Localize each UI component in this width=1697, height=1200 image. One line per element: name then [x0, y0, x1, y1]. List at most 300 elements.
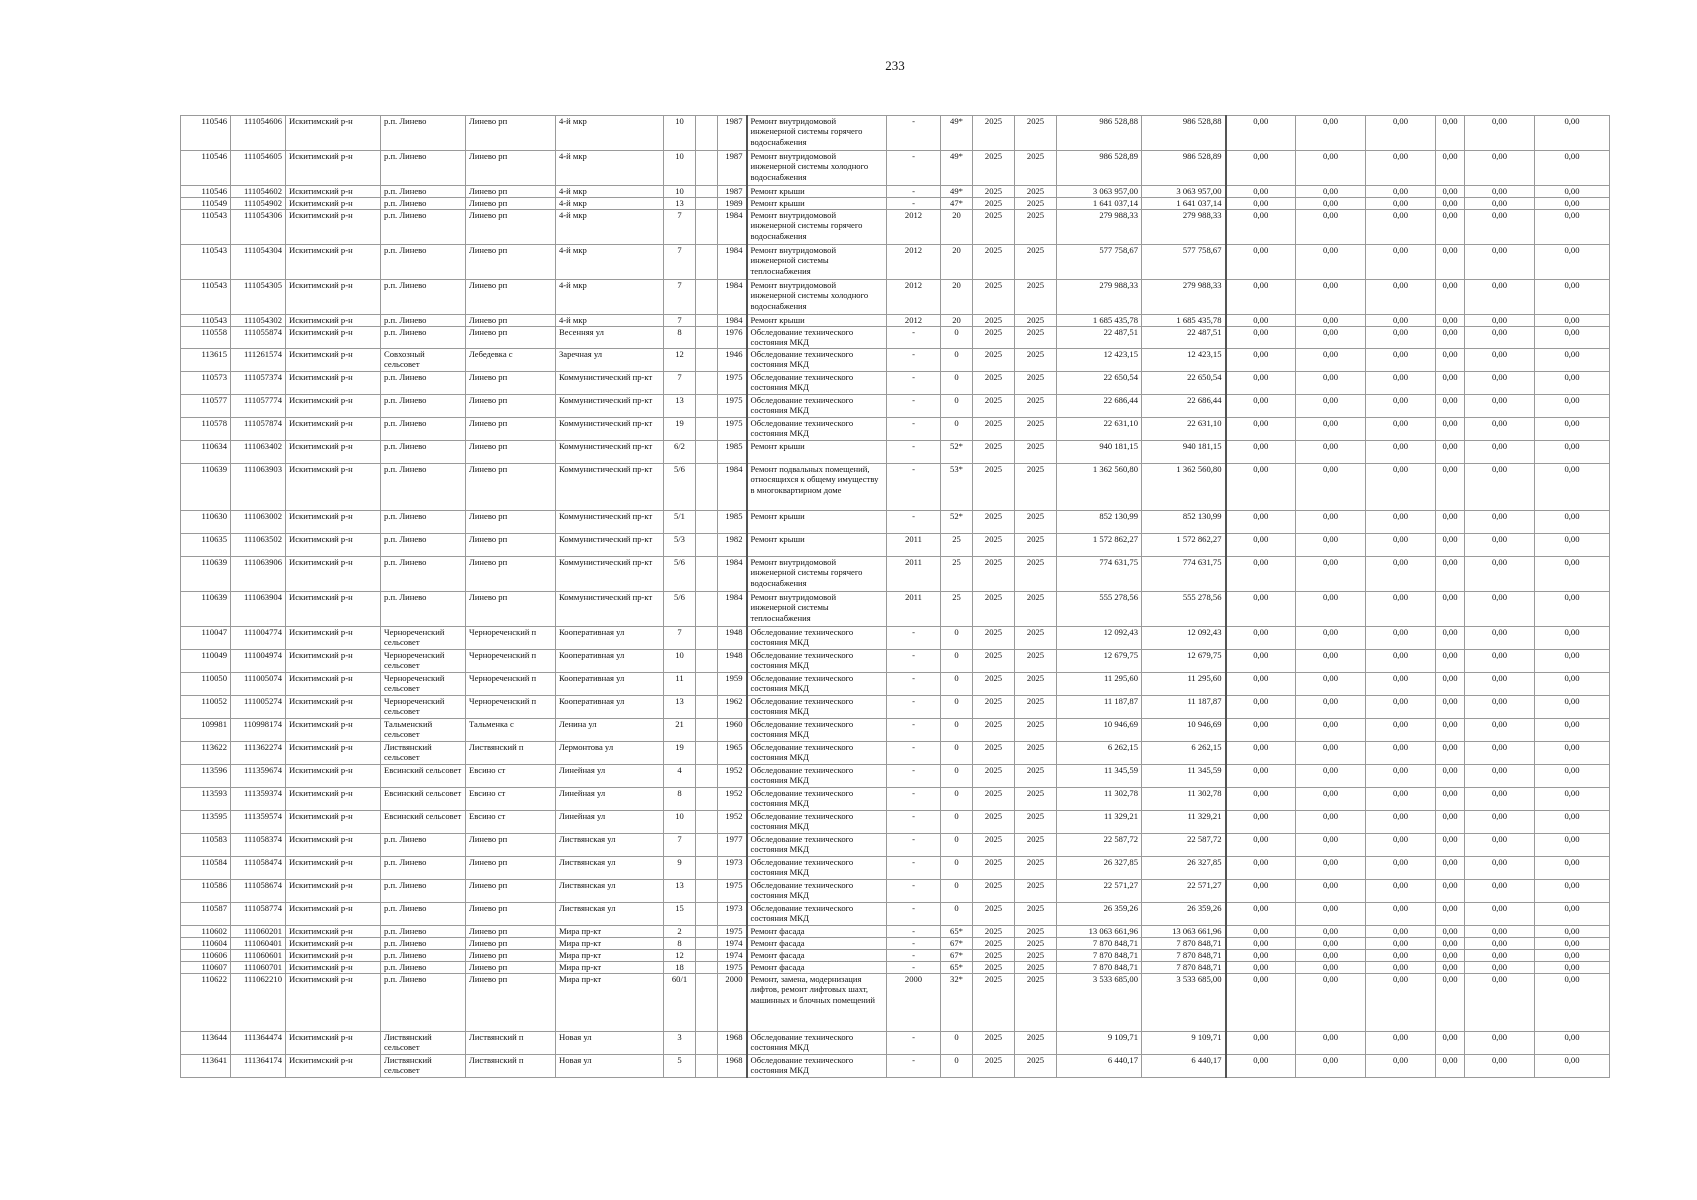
cell-other-sources: 0,00	[1465, 592, 1535, 627]
cell-reserve: 0,00	[1535, 372, 1610, 395]
cell-wear: 0	[941, 834, 973, 857]
cell-district: Искитимский р-н	[286, 788, 381, 811]
cell-municipality: р.п. Линево	[381, 198, 466, 210]
cell-street: Мира пр-кт	[556, 974, 664, 1032]
cell-reserve: 0,00	[1535, 441, 1610, 464]
table-row	[181, 938, 1610, 950]
cell-plan-year-start: 2025	[973, 116, 1015, 151]
cell-reserve: 0,00	[1535, 950, 1610, 962]
cell-federal-funds: 0,00	[1226, 327, 1296, 349]
cell-work-id: 111063502	[231, 534, 286, 557]
cell-owners-share: 0,00	[1436, 765, 1465, 788]
cell-plan-year-start: 2025	[973, 1055, 1015, 1078]
cell-regional-fund: 12 092,43	[1142, 627, 1226, 650]
cell-street: Коммунистический пр-кт	[556, 418, 664, 441]
cell-plan-year-end: 2025	[1015, 903, 1057, 926]
cell-owners-share: 0,00	[1436, 719, 1465, 742]
cell-object-id: 110546	[181, 186, 231, 198]
cell-owners-share: 0,00	[1436, 1055, 1465, 1078]
cell-owners-share: 0,00	[1436, 441, 1465, 464]
cell-last-repair-year: -	[887, 650, 941, 673]
cell-build-year: 1975	[718, 418, 747, 441]
cell-federal-funds: 0,00	[1226, 696, 1296, 719]
cell-street: Коммунистический пр-кт	[556, 395, 664, 418]
cell-wear: 65*	[941, 962, 973, 974]
cell-last-repair-year: -	[887, 395, 941, 418]
table-row	[181, 962, 1610, 974]
table-row	[181, 811, 1610, 834]
cell-regional-fund: 1 685 435,78	[1142, 315, 1226, 327]
cell-owners-share: 0,00	[1436, 696, 1465, 719]
cell-owners-share: 0,00	[1436, 557, 1465, 592]
cell-regional-budget: 0,00	[1296, 1032, 1366, 1055]
cell-regional-fund: 22 587,72	[1142, 834, 1226, 857]
cell-other-sources: 0,00	[1465, 742, 1535, 765]
cell-build-year: 1984	[718, 592, 747, 627]
cell-building	[696, 245, 718, 280]
cell-regional-budget: 0,00	[1296, 627, 1366, 650]
cell-plan-year-start: 2025	[973, 974, 1015, 1032]
cell-federal-funds: 0,00	[1226, 857, 1296, 880]
cell-build-year: 1987	[718, 116, 747, 151]
cell-owners-share: 0,00	[1436, 650, 1465, 673]
table-row	[181, 349, 1610, 372]
cell-building	[696, 938, 718, 950]
cell-street: Линейная ул	[556, 788, 664, 811]
cell-building	[696, 834, 718, 857]
cell-regional-fund: 11 329,21	[1142, 811, 1226, 834]
cell-last-repair-year: -	[887, 116, 941, 151]
cell-build-year: 1974	[718, 950, 747, 962]
cell-work-type: Ремонт крыши	[747, 198, 887, 210]
cell-wear: 0	[941, 811, 973, 834]
cell-district: Искитимский р-н	[286, 198, 381, 210]
cell-other-sources: 0,00	[1465, 534, 1535, 557]
cell-last-repair-year: -	[887, 198, 941, 210]
cell-owners-share: 0,00	[1436, 327, 1465, 349]
cell-regional-fund: 3 533 685,00	[1142, 974, 1226, 1032]
cell-work-type: Ремонт крыши	[747, 441, 887, 464]
cell-regional-fund: 22 571,27	[1142, 880, 1226, 903]
cell-municipality: р.п. Линево	[381, 327, 466, 349]
cell-build-year: 1952	[718, 811, 747, 834]
cell-federal-funds: 0,00	[1226, 557, 1296, 592]
cell-plan-year-end: 2025	[1015, 1032, 1057, 1055]
cell-street: Листвянская ул	[556, 903, 664, 926]
cell-district: Искитимский р-н	[286, 511, 381, 534]
cell-settlement: Линево рп	[466, 395, 556, 418]
cell-build-year: 1985	[718, 441, 747, 464]
cell-last-repair-year: -	[887, 950, 941, 962]
cell-total-cost: 22 650,54	[1057, 372, 1142, 395]
cell-owners-share: 0,00	[1436, 974, 1465, 1032]
cell-settlement: Чернореченский п	[466, 673, 556, 696]
cell-owners-share: 0,00	[1436, 811, 1465, 834]
cell-work-type: Ремонт фасада	[747, 962, 887, 974]
cell-object-id: 110584	[181, 857, 231, 880]
cell-plan-year-end: 2025	[1015, 696, 1057, 719]
cell-federal-funds: 0,00	[1226, 315, 1296, 327]
cell-plan-year-start: 2025	[973, 742, 1015, 765]
cell-municipality: Листвянский сельсовет	[381, 742, 466, 765]
cell-build-year: 1977	[718, 834, 747, 857]
cell-regional-budget: 0,00	[1296, 788, 1366, 811]
cell-local-budget: 0,00	[1366, 557, 1436, 592]
cell-object-id: 110546	[181, 116, 231, 151]
cell-object-id: 110543	[181, 315, 231, 327]
cell-municipality: р.п. Линево	[381, 926, 466, 938]
table-row	[181, 719, 1610, 742]
cell-other-sources: 0,00	[1465, 372, 1535, 395]
cell-federal-funds: 0,00	[1226, 962, 1296, 974]
table-row	[181, 903, 1610, 926]
cell-building	[696, 327, 718, 349]
cell-build-year: 1984	[718, 245, 747, 280]
cell-local-budget: 0,00	[1366, 880, 1436, 903]
cell-plan-year-start: 2025	[973, 280, 1015, 315]
cell-work-id: 111057874	[231, 418, 286, 441]
cell-local-budget: 0,00	[1366, 441, 1436, 464]
cell-reserve: 0,00	[1535, 198, 1610, 210]
cell-plan-year-end: 2025	[1015, 327, 1057, 349]
cell-settlement: Линево рп	[466, 880, 556, 903]
cell-regional-fund: 279 988,33	[1142, 280, 1226, 315]
cell-regional-budget: 0,00	[1296, 464, 1366, 511]
cell-federal-funds: 0,00	[1226, 198, 1296, 210]
cell-regional-fund: 1 641 037,14	[1142, 198, 1226, 210]
cell-other-sources: 0,00	[1465, 962, 1535, 974]
cell-total-cost: 22 571,27	[1057, 880, 1142, 903]
cell-settlement: Линево рп	[466, 245, 556, 280]
cell-work-id: 111058474	[231, 857, 286, 880]
cell-district: Искитимский р-н	[286, 327, 381, 349]
cell-reserve: 0,00	[1535, 395, 1610, 418]
cell-regional-fund: 555 278,56	[1142, 592, 1226, 627]
cell-building	[696, 372, 718, 395]
cell-other-sources: 0,00	[1465, 151, 1535, 186]
cell-wear: 0	[941, 880, 973, 903]
cell-building	[696, 719, 718, 742]
cell-wear: 0	[941, 349, 973, 372]
cell-work-id: 111060701	[231, 962, 286, 974]
cell-district: Искитимский р-н	[286, 464, 381, 511]
table-row	[181, 627, 1610, 650]
cell-regional-budget: 0,00	[1296, 315, 1366, 327]
cell-owners-share: 0,00	[1436, 903, 1465, 926]
cell-reserve: 0,00	[1535, 280, 1610, 315]
cell-street: Кооперативная ул	[556, 673, 664, 696]
cell-district: Искитимский р-н	[286, 245, 381, 280]
cell-house-number: 18	[664, 962, 696, 974]
cell-local-budget: 0,00	[1366, 696, 1436, 719]
cell-regional-fund: 986 528,89	[1142, 151, 1226, 186]
cell-total-cost: 986 528,89	[1057, 151, 1142, 186]
cell-regional-fund: 9 109,71	[1142, 1032, 1226, 1055]
cell-plan-year-start: 2025	[973, 534, 1015, 557]
cell-regional-budget: 0,00	[1296, 950, 1366, 962]
cell-plan-year-start: 2025	[973, 962, 1015, 974]
cell-build-year: 1959	[718, 673, 747, 696]
cell-local-budget: 0,00	[1366, 765, 1436, 788]
cell-district: Искитимский р-н	[286, 926, 381, 938]
cell-object-id: 110607	[181, 962, 231, 974]
cell-settlement: Листвянский п	[466, 1055, 556, 1078]
cell-reserve: 0,00	[1535, 1055, 1610, 1078]
cell-regional-budget: 0,00	[1296, 811, 1366, 834]
cell-last-repair-year: 2012	[887, 245, 941, 280]
cell-plan-year-start: 2025	[973, 186, 1015, 198]
cell-street: Заречная ул	[556, 349, 664, 372]
cell-local-budget: 0,00	[1366, 627, 1436, 650]
cell-total-cost: 986 528,88	[1057, 116, 1142, 151]
cell-municipality: Листвянский сельсовет	[381, 1055, 466, 1078]
cell-build-year: 1973	[718, 903, 747, 926]
cell-regional-budget: 0,00	[1296, 280, 1366, 315]
cell-regional-budget: 0,00	[1296, 198, 1366, 210]
cell-object-id: 113644	[181, 1032, 231, 1055]
cell-total-cost: 12 423,15	[1057, 349, 1142, 372]
cell-last-repair-year: -	[887, 765, 941, 788]
cell-work-id: 111063903	[231, 464, 286, 511]
cell-work-type: Ремонт внутридомовой инженерной системы холодного водоснабжения	[747, 280, 887, 315]
cell-build-year: 1968	[718, 1032, 747, 1055]
cell-plan-year-start: 2025	[973, 315, 1015, 327]
cell-federal-funds: 0,00	[1226, 116, 1296, 151]
cell-street: Листвянская ул	[556, 880, 664, 903]
cell-building	[696, 950, 718, 962]
cell-building	[696, 1055, 718, 1078]
cell-building	[696, 788, 718, 811]
cell-work-type: Ремонт внутридомовой инженерной системы горячего водоснабжения	[747, 557, 887, 592]
cell-local-budget: 0,00	[1366, 151, 1436, 186]
cell-other-sources: 0,00	[1465, 926, 1535, 938]
cell-work-id: 111362274	[231, 742, 286, 765]
cell-street: Листвянская ул	[556, 834, 664, 857]
cell-municipality: р.п. Линево	[381, 186, 466, 198]
table-row	[181, 696, 1610, 719]
cell-local-budget: 0,00	[1366, 834, 1436, 857]
cell-last-repair-year: -	[887, 372, 941, 395]
cell-federal-funds: 0,00	[1226, 627, 1296, 650]
cell-work-id: 111364174	[231, 1055, 286, 1078]
cell-object-id: 110635	[181, 534, 231, 557]
cell-federal-funds: 0,00	[1226, 742, 1296, 765]
cell-reserve: 0,00	[1535, 962, 1610, 974]
cell-build-year: 1985	[718, 511, 747, 534]
cell-regional-fund: 13 063 661,96	[1142, 926, 1226, 938]
cell-local-budget: 0,00	[1366, 327, 1436, 349]
cell-street: 4-й мкр	[556, 245, 664, 280]
table-row	[181, 1055, 1610, 1078]
cell-local-budget: 0,00	[1366, 938, 1436, 950]
cell-work-id: 111005074	[231, 673, 286, 696]
cell-house-number: 8	[664, 788, 696, 811]
cell-work-id: 111055874	[231, 327, 286, 349]
cell-district: Искитимский р-н	[286, 765, 381, 788]
table-row	[181, 198, 1610, 210]
cell-municipality: р.п. Линево	[381, 962, 466, 974]
cell-plan-year-end: 2025	[1015, 834, 1057, 857]
cell-municipality: Евсинский сельсовет	[381, 765, 466, 788]
cell-reserve: 0,00	[1535, 627, 1610, 650]
cell-plan-year-end: 2025	[1015, 534, 1057, 557]
cell-work-type: Ремонт внутридомовой инженерной системы теплоснабжения	[747, 592, 887, 627]
cell-municipality: р.п. Линево	[381, 280, 466, 315]
cell-last-repair-year: -	[887, 673, 941, 696]
cell-owners-share: 0,00	[1436, 372, 1465, 395]
cell-settlement: Линево рп	[466, 557, 556, 592]
cell-federal-funds: 0,00	[1226, 418, 1296, 441]
cell-federal-funds: 0,00	[1226, 592, 1296, 627]
cell-work-type: Обследование технического состояния МКД	[747, 719, 887, 742]
cell-plan-year-start: 2025	[973, 834, 1015, 857]
cell-house-number: 10	[664, 650, 696, 673]
cell-regional-budget: 0,00	[1296, 696, 1366, 719]
cell-plan-year-end: 2025	[1015, 880, 1057, 903]
cell-reserve: 0,00	[1535, 719, 1610, 742]
table-row	[181, 880, 1610, 903]
cell-wear: 0	[941, 372, 973, 395]
cell-municipality: р.п. Линево	[381, 372, 466, 395]
cell-federal-funds: 0,00	[1226, 186, 1296, 198]
cell-house-number: 13	[664, 880, 696, 903]
cell-wear: 0	[941, 650, 973, 673]
cell-regional-budget: 0,00	[1296, 395, 1366, 418]
cell-plan-year-start: 2025	[973, 788, 1015, 811]
cell-build-year: 1952	[718, 788, 747, 811]
cell-municipality: Евсинский сельсовет	[381, 811, 466, 834]
cell-regional-fund: 7 870 848,71	[1142, 938, 1226, 950]
cell-regional-budget: 0,00	[1296, 938, 1366, 950]
cell-plan-year-end: 2025	[1015, 962, 1057, 974]
table-row	[181, 534, 1610, 557]
cell-street: Коммунистический пр-кт	[556, 557, 664, 592]
cell-total-cost: 555 278,56	[1057, 592, 1142, 627]
cell-plan-year-end: 2025	[1015, 210, 1057, 245]
cell-total-cost: 11 295,60	[1057, 673, 1142, 696]
table-row	[181, 765, 1610, 788]
cell-other-sources: 0,00	[1465, 1032, 1535, 1055]
cell-regional-budget: 0,00	[1296, 1055, 1366, 1078]
cell-work-type: Обследование технического состояния МКД	[747, 765, 887, 788]
cell-regional-budget: 0,00	[1296, 880, 1366, 903]
cell-building	[696, 116, 718, 151]
cell-settlement: Линево рп	[466, 950, 556, 962]
cell-district: Искитимский р-н	[286, 395, 381, 418]
cell-work-type: Ремонт крыши	[747, 511, 887, 534]
cell-wear: 20	[941, 245, 973, 280]
cell-house-number: 12	[664, 950, 696, 962]
cell-local-budget: 0,00	[1366, 116, 1436, 151]
cell-regional-budget: 0,00	[1296, 719, 1366, 742]
cell-regional-budget: 0,00	[1296, 349, 1366, 372]
cell-reserve: 0,00	[1535, 116, 1610, 151]
cell-settlement: Линево рп	[466, 938, 556, 950]
cell-house-number: 8	[664, 327, 696, 349]
cell-settlement: Линево рп	[466, 974, 556, 1032]
cell-work-id: 111063002	[231, 511, 286, 534]
cell-wear: 0	[941, 903, 973, 926]
cell-street: Лермонтова ул	[556, 742, 664, 765]
cell-building	[696, 857, 718, 880]
cell-settlement: Линево рп	[466, 372, 556, 395]
cell-district: Искитимский р-н	[286, 1055, 381, 1078]
cell-build-year: 1975	[718, 395, 747, 418]
cell-plan-year-start: 2025	[973, 1032, 1015, 1055]
cell-reserve: 0,00	[1535, 974, 1610, 1032]
cell-plan-year-start: 2025	[973, 765, 1015, 788]
cell-work-id: 111004974	[231, 650, 286, 673]
cell-other-sources: 0,00	[1465, 696, 1535, 719]
cell-owners-share: 0,00	[1436, 926, 1465, 938]
table-row	[181, 441, 1610, 464]
cell-owners-share: 0,00	[1436, 395, 1465, 418]
cell-district: Искитимский р-н	[286, 696, 381, 719]
cell-regional-budget: 0,00	[1296, 186, 1366, 198]
cell-house-number: 10	[664, 116, 696, 151]
cell-reserve: 0,00	[1535, 938, 1610, 950]
cell-build-year: 1948	[718, 650, 747, 673]
cell-plan-year-end: 2025	[1015, 418, 1057, 441]
cell-reserve: 0,00	[1535, 673, 1610, 696]
cell-owners-share: 0,00	[1436, 950, 1465, 962]
cell-regional-budget: 0,00	[1296, 673, 1366, 696]
cell-work-id: 110998174	[231, 719, 286, 742]
cell-federal-funds: 0,00	[1226, 395, 1296, 418]
cell-district: Искитимский р-н	[286, 210, 381, 245]
cell-house-number: 5/6	[664, 464, 696, 511]
cell-settlement: Линево рп	[466, 903, 556, 926]
cell-other-sources: 0,00	[1465, 280, 1535, 315]
cell-municipality: р.п. Линево	[381, 464, 466, 511]
cell-owners-share: 0,00	[1436, 151, 1465, 186]
cell-work-type: Обследование технического состояния МКД	[747, 857, 887, 880]
cell-local-budget: 0,00	[1366, 950, 1436, 962]
cell-object-id: 110586	[181, 880, 231, 903]
cell-municipality: р.п. Линево	[381, 245, 466, 280]
cell-house-number: 7	[664, 627, 696, 650]
cell-settlement: Евсино ст	[466, 765, 556, 788]
cell-reserve: 0,00	[1535, 650, 1610, 673]
cell-wear: 52*	[941, 511, 973, 534]
cell-settlement: Чернореченский п	[466, 650, 556, 673]
cell-work-id: 111054602	[231, 186, 286, 198]
cell-house-number: 6/2	[664, 441, 696, 464]
cell-plan-year-start: 2025	[973, 592, 1015, 627]
cell-street: 4-й мкр	[556, 315, 664, 327]
cell-settlement: Линево рп	[466, 418, 556, 441]
cell-reserve: 0,00	[1535, 765, 1610, 788]
cell-work-type: Ремонт внутридомовой инженерной системы горячего водоснабжения	[747, 116, 887, 151]
cell-owners-share: 0,00	[1436, 673, 1465, 696]
cell-other-sources: 0,00	[1465, 210, 1535, 245]
cell-regional-budget: 0,00	[1296, 327, 1366, 349]
cell-work-type: Обследование технического состояния МКД	[747, 395, 887, 418]
cell-building	[696, 186, 718, 198]
cell-regional-budget: 0,00	[1296, 441, 1366, 464]
cell-object-id: 110606	[181, 950, 231, 962]
cell-street: Ленина ул	[556, 719, 664, 742]
cell-object-id: 110558	[181, 327, 231, 349]
cell-local-budget: 0,00	[1366, 511, 1436, 534]
cell-plan-year-end: 2025	[1015, 349, 1057, 372]
cell-house-number: 13	[664, 696, 696, 719]
cell-plan-year-start: 2025	[973, 950, 1015, 962]
cell-object-id: 110543	[181, 245, 231, 280]
cell-plan-year-start: 2025	[973, 464, 1015, 511]
cell-build-year: 1962	[718, 696, 747, 719]
cell-plan-year-start: 2025	[973, 719, 1015, 742]
